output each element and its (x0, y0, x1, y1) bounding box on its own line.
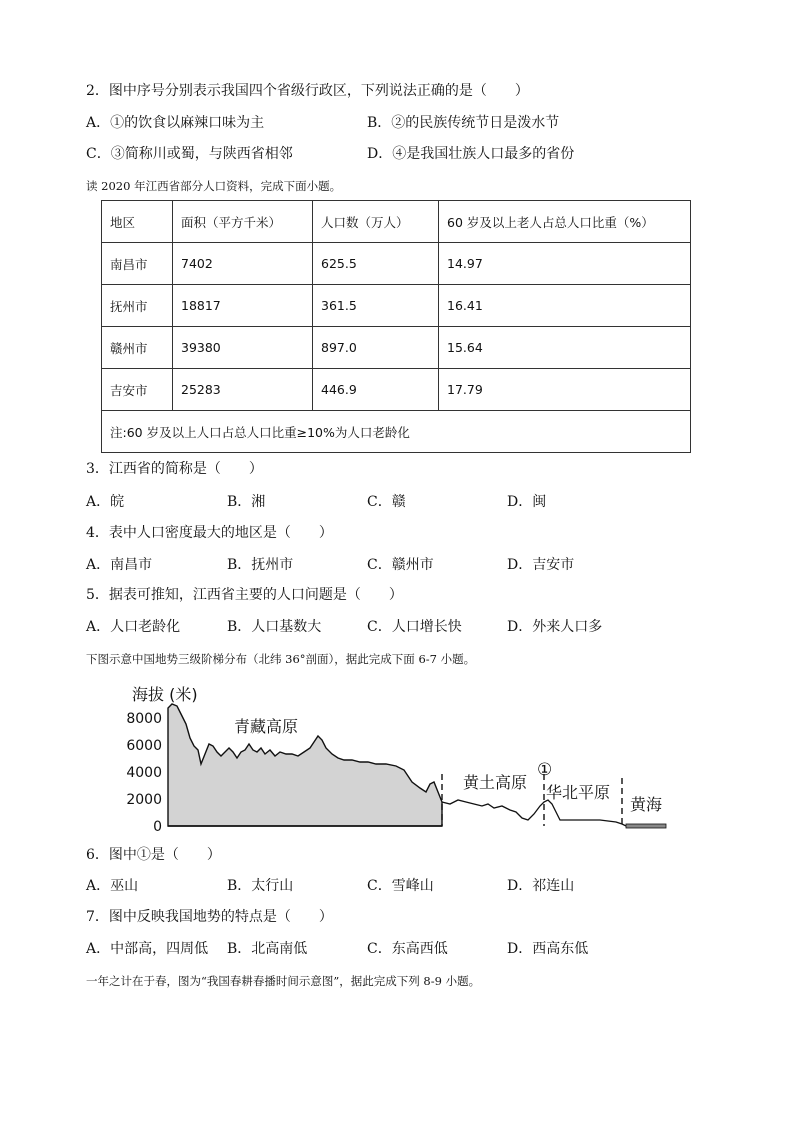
label-huanghai: 黄海 (630, 795, 663, 814)
q3-option-b: B．湘 (227, 494, 266, 510)
q2-option-b: B．②的民族传统节日是泼水节 (367, 115, 560, 131)
q7-option-c: C．东高西低 (367, 941, 448, 957)
table-note: 注:60 岁及以上人口占总人口比重≥10%为人口老龄化 (102, 411, 691, 453)
q4-option-c: C．赣州市 (367, 557, 434, 573)
q4-option-a: A．南昌市 (86, 557, 153, 573)
question-3-stem: 3．江西省的简称是（ ） (86, 461, 263, 477)
q7-option-d: D．西高东低 (507, 941, 589, 957)
terrain-profile-diagram (120, 678, 680, 840)
q2-option-d: D．④是我国壮族人口最多的省份 (367, 146, 575, 162)
label-huangtu: 黄土高原 (463, 773, 528, 792)
table-row (102, 243, 691, 285)
table-header: 地区 (102, 201, 173, 243)
table-cell: 25283 (173, 369, 313, 411)
ytick-label: 8000 (126, 711, 162, 727)
q6-option-d: D．祁连山 (507, 878, 575, 894)
table-cell: 吉安市 (102, 369, 173, 411)
sea-area (626, 824, 666, 828)
question-2-stem: 2．图中序号分别表示我国四个省级行政区，下列说法正确的是（ ） (86, 83, 529, 99)
table-cell: 赣州市 (102, 327, 173, 369)
table-cell: 446.9 (313, 369, 439, 411)
ytick-label: 6000 (126, 738, 162, 754)
table-cell: 7402 (173, 243, 313, 285)
intro-spring-sowing: 一年之计在于春，图为“我国春耕春播时间示意图”，据此完成下列 8-9 小题。 (86, 974, 481, 988)
qingzang-terrain-area (168, 704, 442, 826)
question-5-stem: 5．据表可推知，江西省主要的人口问题是（ ） (86, 587, 403, 603)
marker-1: ① (537, 760, 553, 780)
q4-option-d: D．吉安市 (507, 557, 575, 573)
table-header: 面积（平方千米） (173, 201, 313, 243)
table-cell: 15.64 (439, 327, 691, 369)
question-4-stem: 4．表中人口密度最大的地区是（ ） (86, 525, 333, 541)
q2-option-a: A．①的饮食以麻辣口味为主 (86, 115, 265, 131)
table-note-row (102, 411, 691, 453)
table-row (102, 285, 691, 327)
intro-profile: 下图示意中国地势三级阶梯分布（北纬 36°剖面），据此完成下面 6-7 小题。 (86, 652, 476, 666)
table-cell: 16.41 (439, 285, 691, 327)
table-header: 60 岁及以上老人占总人口比重（%） (439, 201, 691, 243)
table-row (102, 327, 691, 369)
q5-option-a: A．人口老龄化 (86, 619, 181, 635)
question-6-stem: 6．图中①是（ ） (86, 847, 221, 863)
table-cell: 14.97 (439, 243, 691, 285)
q5-option-c: C．人口增长快 (367, 619, 462, 635)
ytick-label: 2000 (126, 792, 162, 808)
ytick-label: 4000 (126, 765, 162, 781)
q3-option-d: D．闽 (507, 494, 547, 510)
table-cell: 361.5 (313, 285, 439, 327)
q7-option-b: B．北高南低 (227, 941, 308, 957)
intro-table: 读 2020 年江西省部分人口资料，完成下面小题。 (86, 179, 342, 193)
table-cell: 18817 (173, 285, 313, 327)
population-table (101, 200, 691, 453)
table-cell: 17.79 (439, 369, 691, 411)
q3-option-c: C．赣 (367, 494, 406, 510)
table-cell: 南昌市 (102, 243, 173, 285)
q7-option-a: A．中部高，四周低 (86, 941, 209, 957)
q4-option-b: B．抚州市 (227, 557, 294, 573)
table-cell: 抚州市 (102, 285, 173, 327)
label-qingzang: 青藏高原 (234, 717, 299, 736)
question-7-stem: 7．图中反映我国地势的特点是（ ） (86, 909, 333, 925)
q2-option-c: C．③简称川或蜀，与陕西省相邻 (86, 146, 293, 162)
q3-option-a: A．皖 (86, 494, 125, 510)
q5-option-d: D．外来人口多 (507, 619, 603, 635)
table-cell: 39380 (173, 327, 313, 369)
ytick-label: 0 (153, 819, 162, 835)
q6-option-b: B．太行山 (227, 878, 294, 894)
label-huabei: 华北平原 (546, 783, 611, 802)
table-header: 人口数（万人） (313, 201, 439, 243)
q6-option-c: C．雪峰山 (367, 878, 434, 894)
table-header-row (102, 201, 691, 243)
profile-ylabel: 海拔 (米) (132, 685, 198, 704)
table-cell: 625.5 (313, 243, 439, 285)
table-row (102, 369, 691, 411)
q5-option-b: B．人口基数大 (227, 619, 322, 635)
q6-option-a: A．巫山 (86, 878, 139, 894)
table-cell: 897.0 (313, 327, 439, 369)
